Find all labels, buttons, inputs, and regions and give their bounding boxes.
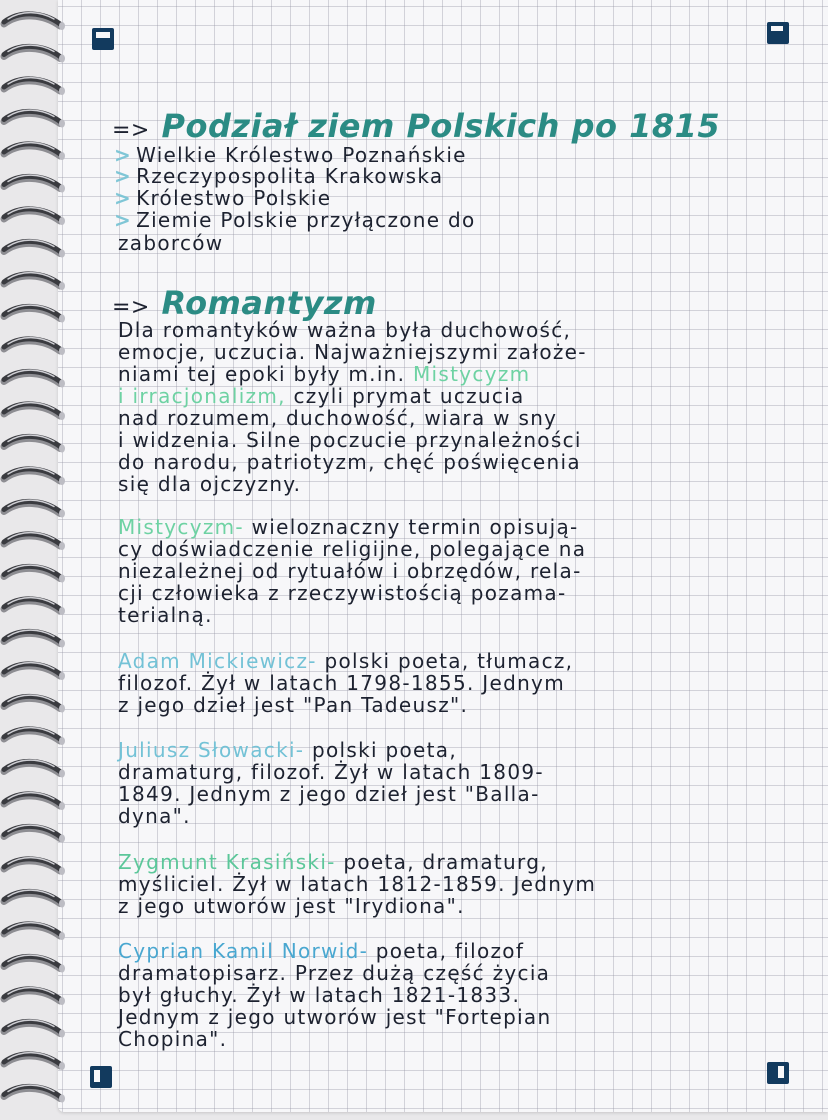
term-mistycyzm: Mistycyzm- <box>118 515 244 539</box>
bullet-icon: > <box>114 186 133 210</box>
section1-heading: Podział ziem Polskich po 1815 <box>161 107 721 145</box>
bullet-icon: > <box>114 143 133 167</box>
content: => Podział ziem Polskich po 1815 > Wielkie Królestwo Poznańskie > Rzeczypospolita Krakowska > Królestwo Polskie > Ziemie Polskie przyłączone do zaborców => Romantyzm Dla romantyków ważna była duchowość, emocje, uczucia. Najważniejszymi założe- niami tej epoki były m.in. Mistycyzm i irracjonalizm, czyli prymat uczucia nad rozumem, duchowość, wiara w sny i widzenia. Silne poczucie przynależności do narodu, patriotyzm, chęć poświęcenia się dla ojczyzny. Mistycyzm- wieloznaczny termin opisują- cy doświadczenie religijne, polegające na niezależnej od rytuałów i obrzędów, rela- cji człowieka z rzeczywistością pozama- terialną. Adam Mickiewicz- polski poeta, tłumacz, filozof. Żył w latach 1798-1855. Jednym z jego dzieł jest "Pan Tadeusz". Juliusz Słowacki- polski poeta, dramaturg, filozof. Żył w latach 1809- 1849. Jednym z jego dzieł jest "Balla- dyna". Zygmunt Krasiński- poeta, dramaturg, myśliciel. Żył w latach 1812-1859. Jednym z jego utworów jest "Irydiona". Cyprian Kamil Norwid- poeta, filozof dramatopisarz. Przez dużą część życia był głuchy. Żył w latach 1821-1833. Jednym z jego utworów jest "Fortepian Chopina". <box>112 107 721 1051</box>
highlight-term: Mistycyzm <box>413 362 531 386</box>
arrow-icon: => <box>112 295 150 320</box>
arrow-icon: => <box>112 118 150 143</box>
term-adam-mickiewicz: Adam Mickiewicz- <box>118 649 317 673</box>
bullet-icon: > <box>114 208 133 232</box>
term-cyprian-kamil-norwid: Cyprian Kamil Norwid- <box>118 939 369 963</box>
list-item-continuation: zaborców <box>118 231 224 255</box>
term-juliusz-slowacki: Juliusz Słowacki- <box>118 738 305 762</box>
list-item: > Królestwo Polskie <box>114 186 332 210</box>
list-item: > Ziemie Polskie przyłączone do <box>114 208 476 232</box>
list-item: > Wielkie Królestwo Poznańskie <box>114 143 467 167</box>
highlight-term: i irracjonalizm, <box>118 384 286 408</box>
bullet-icon: > <box>114 164 133 188</box>
term-zygmunt-krasinski: Zygmunt Krasiński- <box>118 850 336 874</box>
section2-heading: Romantyzm <box>161 284 377 322</box>
list-item: > Rzeczypospolita Krakowska <box>114 164 444 188</box>
